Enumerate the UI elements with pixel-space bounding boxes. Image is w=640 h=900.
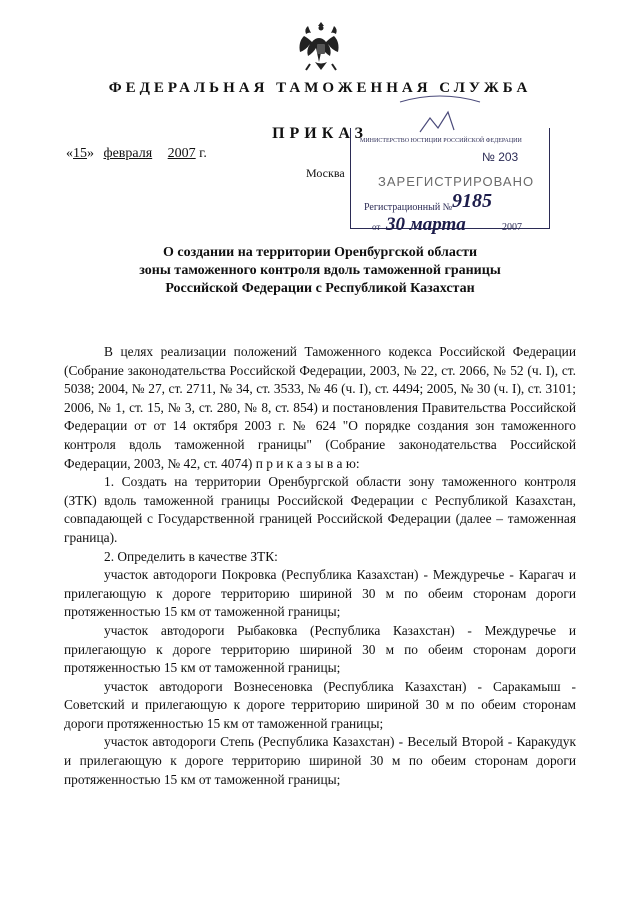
double-headed-eagle-emblem-icon <box>296 18 346 76</box>
stamp-reg-date: 30 марта <box>386 214 466 235</box>
stamp-number: № 203 <box>482 150 519 164</box>
heading-line-1: О создании на территории Оренбургской области <box>162 245 478 260</box>
date-year: 2007 <box>167 146 196 161</box>
city: Москва <box>306 166 345 180</box>
paragraph-road-rybakovka: участок автодороги Рыбаковка (Республика Казахстан) - Междуречье и прилегающую к дороге территорию шириной 30 м по обеим сторонам дороги протяженностью 15 км от таможенной границы; <box>64 622 576 676</box>
date-suffix: г. <box>195 146 207 161</box>
agency-name: ФЕДЕРАЛЬНАЯ ТАМОЖЕННАЯ СЛУЖБА <box>108 80 532 96</box>
document-body <box>64 343 576 789</box>
paragraph-item-2: 2. Определить в качестве ЗТК: <box>104 548 278 564</box>
paragraph-road-voznesenovka: участок автодороги Вознесеновка (Республика Казахстан) - Саракамыш - Советский и прилегающую к дороге территорию шириной 30 м по обеим сторонам дороги протяженностью 15 км от таможенной границы; <box>64 678 576 731</box>
stamp-reg-label: Регистрационный № <box>364 202 453 213</box>
stamp-from-label: от <box>372 222 381 232</box>
paragraph-preamble: В целях реализации положений Таможенного кодекса Российской Федерации (Собрание законодательства Российской Федерации, 2003, № 22, ст. 2066, № 52 (ч. I), ст. 5038; 2004, № 27, ст. 2711, № 34, ст. 3533, № 46 (ч. I), ст. 4494; 2005, № 30 (ч. I), ст. 3101; 2006, № 1, ст. 15, № 3, ст. 280, № 8, ст. 854) и постановления Правительства Российской Федерации от от 14 октября 2003 г. № 624 "О порядке создания зон таможенного контроля вдоль таможенной границы" (Собрание законодательства Российской Федерации, 2003, № 42, ст. 4074) п р и к а з ы в а ю: <box>64 344 576 471</box>
paragraph-road-pokrovka: участок автодороги Покровка (Республика Казахстан) - Междуречье - Карагач и прилегающую к дороге территорию шириной 30 м по обеим сторонам дороги протяженностью 15 км от таможенной границы; <box>64 567 576 620</box>
heading-line-3: Российской Федерации с Республикой Казахстан <box>165 281 475 296</box>
order-date <box>66 146 207 162</box>
stamp-ministry: МИНИСТЕРСТВО ЮСТИЦИИ РОССИЙСКОЙ ФЕДЕРАЦИИ <box>360 138 522 144</box>
stamp-reg-number: 9185 <box>452 190 492 212</box>
date-month: февраля <box>103 146 153 161</box>
paragraph-item-1: 1. Создать на территории Оренбургской области зону таможенного контроля (ЗТК) вдоль таможенной границы Российской Федерации с Республикой Казахстан, совпадающей с Государственной границей Российской Федерации (далее – таможенная граница). <box>64 474 576 545</box>
registration-stamp <box>350 92 550 235</box>
stamp-reg-year: 2007 <box>502 222 522 233</box>
date-open-quote: « <box>66 146 73 161</box>
paragraph-road-step: участок автодороги Степь (Республика Казахстан) - Веселый Второй - Каракудук и прилегающую к дороге территорию шириной 30 м по обеим сторонам дороги протяженностью 15 км от таможенной границы; <box>64 734 576 787</box>
date-day: 15 <box>73 146 87 161</box>
order-title: ПРИКАЗ <box>272 125 368 142</box>
document-heading <box>60 244 580 298</box>
heading-line-2: зоны таможенного контроля вдоль таможенной границы <box>139 263 501 278</box>
date-close-quote: » <box>87 146 94 161</box>
stamp-registered: ЗАРЕГИСТРИРОВАНО <box>378 174 535 189</box>
